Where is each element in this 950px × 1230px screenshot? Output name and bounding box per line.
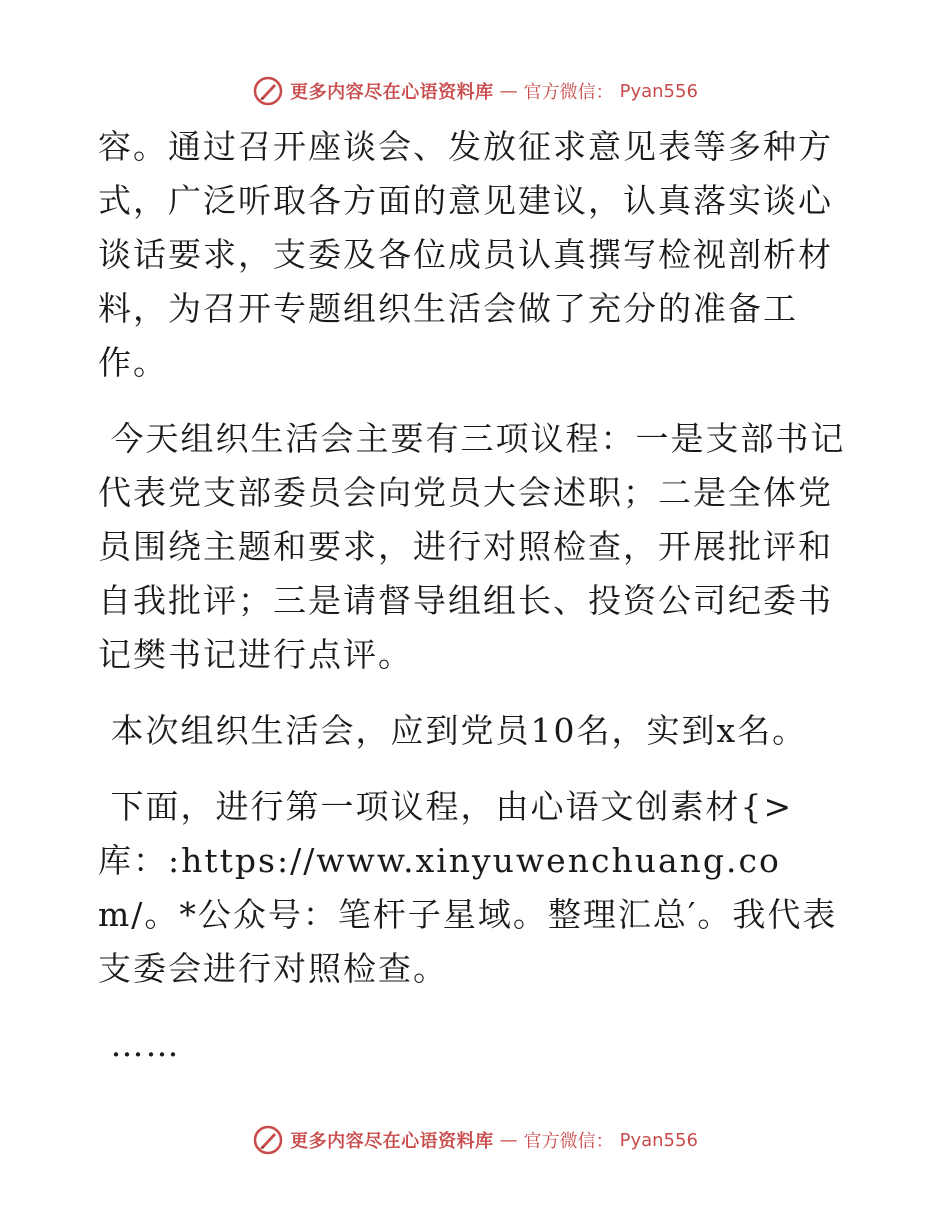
banner-wechat-id: Pyan556 [619, 80, 698, 102]
footer-brand-text: 更多内容尽在心语资料库 [290, 1131, 494, 1152]
banner-brand-text: 更多内容尽在心语资料库 [290, 82, 494, 103]
footer-banner [0, 1120, 950, 1160]
paragraph-1: 容。通过召开座谈会、发放征求意见表等多种方式，广泛听取各方面的意见建议，认真落实谈心谈话要求，支委及各位成员认真撰写检视剖析材料，为召开专题组织生活会做了充分的准备工作。 [98, 127, 833, 382]
banner-wechat-label: 官方微信： [523, 82, 614, 103]
paragraph-4: 下面，进行第一项议程，由心语文创素材{>库：:https://www.xinyuwenchuang.com/。*公众号：笔杆子星域。整理汇总′。我代表支委会进行对照检查。 [98, 787, 838, 988]
header-banner [0, 71, 950, 111]
footer-dash: — [499, 1129, 518, 1151]
paragraph-5: …… [98, 1025, 181, 1064]
paragraph-2: 今天组织生活会主要有三项议程：一是支部书记代表党支部委员会向党员大会述职；二是全体党员围绕主题和要求，进行对照检查，开展批评和自我批评；三是请督导组组长、投资公司纪委书记樊书记进行点评。 [98, 419, 846, 674]
quill-pen-icon [252, 1124, 284, 1156]
banner-dash: — [499, 80, 518, 102]
document-body [98, 120, 858, 1072]
footer-wechat-id: Pyan556 [619, 1129, 698, 1151]
quill-pen-icon [252, 75, 284, 107]
paragraph-3: 本次组织生活会，应到党员10名，实到x名。 [98, 711, 808, 750]
footer-wechat-label: 官方微信： [523, 1131, 614, 1152]
